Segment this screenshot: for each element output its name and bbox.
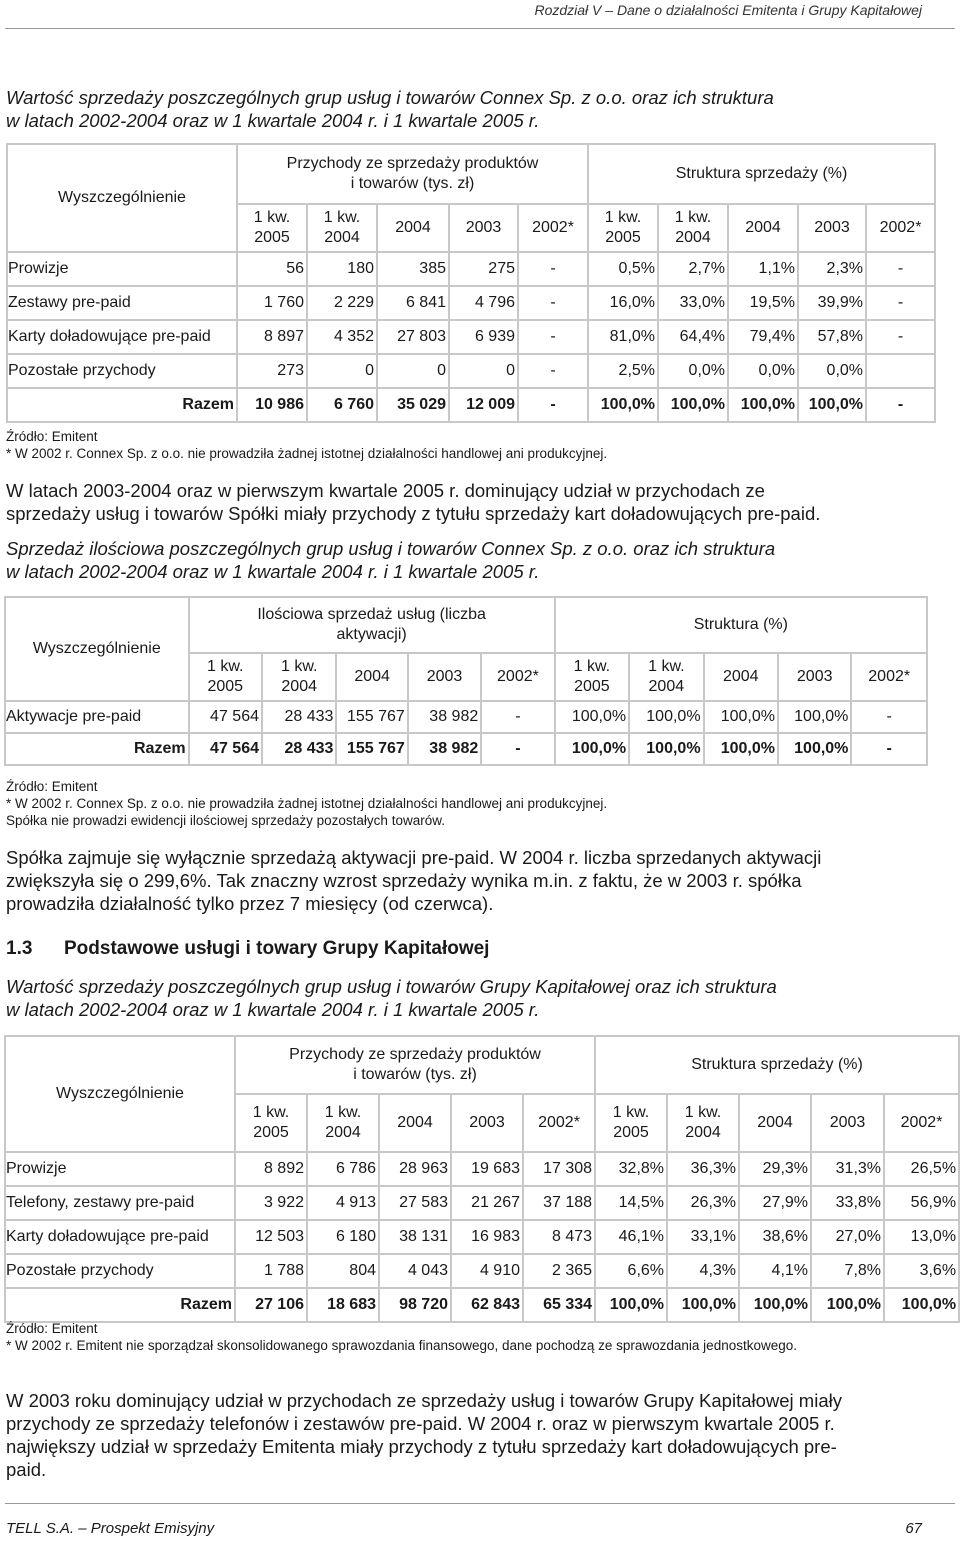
table2-notes bbox=[6, 778, 924, 829]
paragraph-2-line1: Spółka zajmuje się wyłącznie sprzedażą aktywacji pre-paid. W 2004 r. liczba sprzedanych aktywacji bbox=[6, 847, 822, 868]
row-label: Pozostałe przychody bbox=[5, 1254, 235, 1288]
table-cell: 29,3% bbox=[739, 1152, 811, 1186]
table-cell: 37 188 bbox=[523, 1186, 595, 1220]
table-cell: 8 897 bbox=[237, 320, 307, 354]
total-cell: 10 986 bbox=[237, 388, 307, 422]
total-cell: 100,0% bbox=[798, 388, 866, 422]
table-cell: 32,8% bbox=[595, 1152, 667, 1186]
total-cell: 100,0% bbox=[704, 733, 778, 765]
column-subheader bbox=[449, 204, 518, 252]
paragraph-1-line2: sprzedaży usług i towarów Spółki miały przychody z tytułu sprzedaży kart doładowujących pre-paid. bbox=[6, 503, 821, 524]
table-cell: 16 983 bbox=[451, 1220, 523, 1254]
header-rule bbox=[5, 28, 955, 29]
total-cell: 27 106 bbox=[235, 1288, 307, 1322]
column-group-header-line2: i towarów (tys. zł) bbox=[353, 1066, 477, 1083]
column-group-header-values bbox=[237, 144, 588, 204]
total-cell: 100,0% bbox=[629, 733, 703, 765]
table-cell: 19,5% bbox=[728, 286, 798, 320]
column-subheader-line: 2003 bbox=[469, 1114, 505, 1131]
table-cell: 0 bbox=[307, 354, 377, 388]
table-cell: 100,0% bbox=[778, 701, 851, 733]
table-cell: - bbox=[851, 701, 927, 733]
total-cell: 35 029 bbox=[377, 388, 449, 422]
table-cell: 8 892 bbox=[235, 1152, 307, 1186]
table-cell: 17 308 bbox=[523, 1152, 595, 1186]
table2-caption bbox=[6, 537, 924, 583]
total-cell: 62 843 bbox=[451, 1288, 523, 1322]
table-cell: 4 796 bbox=[449, 286, 518, 320]
table-cell: 2,5% bbox=[588, 354, 658, 388]
table-cell: 804 bbox=[307, 1254, 379, 1288]
table-cell: - bbox=[518, 320, 588, 354]
table-cell: 4 352 bbox=[307, 320, 377, 354]
paragraph-2-line2: zwiększyła się o 299,6%. Tak znaczny wzrost sprzedaży wynika m.in. z faktu, że w 2003 r. spółka bbox=[6, 870, 802, 891]
table-row bbox=[7, 354, 935, 388]
column-subheader-line: 2003 bbox=[426, 668, 463, 685]
table3-caption bbox=[6, 975, 924, 1021]
row-label: Karty doładowujące pre-paid bbox=[7, 320, 237, 354]
column-subheader-line: 2004 bbox=[281, 678, 317, 695]
total-label: Razem bbox=[5, 733, 189, 765]
column-group-header-structure: Struktura sprzedaży (%) bbox=[588, 144, 935, 204]
table-cell: 6 180 bbox=[307, 1220, 379, 1254]
table-cell: 3 922 bbox=[235, 1186, 307, 1220]
total-cell: - bbox=[481, 733, 554, 765]
paragraph-3-line3: największy udział w sprzedaży Emitenta miały przychody z tytułu sprzedaży kart doładowujących pre- bbox=[6, 1436, 837, 1457]
table-cell: 81,0% bbox=[588, 320, 658, 354]
section-heading bbox=[6, 938, 489, 960]
total-cell: 47 564 bbox=[189, 733, 262, 765]
column-subheader-line: 1 kw. bbox=[324, 1104, 362, 1121]
column-subheader bbox=[866, 204, 935, 252]
row-label: Zestawy pre-paid bbox=[7, 286, 237, 320]
total-row bbox=[5, 1288, 959, 1322]
paragraph-3-line1: W 2003 roku dominujący udział w przychodach ze sprzedaży usług i towarów Grupy Kapitałowej miały bbox=[6, 1390, 842, 1411]
column-subheader-line: 2005 bbox=[253, 1124, 289, 1141]
total-cell: 100,0% bbox=[778, 733, 851, 765]
table-cell: 0 bbox=[377, 354, 449, 388]
column-subheader-line: 1 kw. bbox=[323, 209, 361, 226]
total-cell: - bbox=[518, 388, 588, 422]
table2-caption-line1: Sprzedaż ilościowa poszczególnych grup usług i towarów Connex Sp. z o.o. oraz ich struktura bbox=[6, 538, 776, 559]
table-cell: 0,5% bbox=[588, 252, 658, 286]
table1-source: Źródło: Emitent bbox=[6, 429, 98, 444]
column-subheader bbox=[307, 204, 377, 252]
table2-source: Źródło: Emitent bbox=[6, 779, 98, 794]
column-subheader bbox=[629, 653, 703, 701]
table-cell: 100,0% bbox=[629, 701, 703, 733]
table3-caption-line1: Wartość sprzedaży poszczególnych grup usług i towarów Grupy Kapitałowej oraz ich struktura bbox=[6, 976, 777, 997]
column-group-header-line1: Przychody ze sprzedaży produktów bbox=[286, 155, 539, 172]
column-subheader-line: 2004 bbox=[395, 219, 431, 236]
column-subheader bbox=[555, 653, 629, 701]
table-cell: 19 683 bbox=[451, 1152, 523, 1186]
table-cell: 6 841 bbox=[377, 286, 449, 320]
column-subheader bbox=[518, 204, 588, 252]
total-row bbox=[5, 733, 927, 765]
table-cell: 2 365 bbox=[523, 1254, 595, 1288]
table3-caption-line2: w latach 2002-2004 oraz w 1 kwartale 2004 r. i 1 kwartale 2005 r. bbox=[6, 999, 540, 1020]
row-label: Karty doładowujące pre-paid bbox=[5, 1220, 235, 1254]
table-row bbox=[7, 252, 935, 286]
table1-notes bbox=[6, 428, 924, 462]
column-subheader-line: 2002* bbox=[532, 219, 574, 236]
total-cell: 65 334 bbox=[523, 1288, 595, 1322]
column-group-header-structure: Struktura (%) bbox=[555, 597, 927, 653]
column-subheader-line: 2004 bbox=[745, 219, 781, 236]
total-cell: 12 009 bbox=[449, 388, 518, 422]
total-row bbox=[7, 388, 935, 422]
table-cell: 4,3% bbox=[667, 1254, 739, 1288]
column-group-header-line1: Ilościowa sprzedaż usług (liczba bbox=[257, 606, 486, 623]
table-cell: 56,9% bbox=[884, 1186, 959, 1220]
paragraph-3 bbox=[6, 1389, 924, 1481]
column-subheader-line: 2004 bbox=[648, 678, 685, 695]
table-cell: 13,0% bbox=[884, 1220, 959, 1254]
column-subheader-line: 2004 bbox=[397, 1114, 433, 1131]
column-subheader bbox=[739, 1094, 811, 1152]
table-cell: 3,6% bbox=[884, 1254, 959, 1288]
table3-notes bbox=[6, 1320, 924, 1354]
total-cell: 100,0% bbox=[811, 1288, 884, 1322]
table-cell: 26,3% bbox=[667, 1186, 739, 1220]
column-subheader bbox=[811, 1094, 884, 1152]
table-cell: 39,9% bbox=[798, 286, 866, 320]
table-cell: 27,0% bbox=[811, 1220, 884, 1254]
total-cell: 28 433 bbox=[262, 733, 336, 765]
total-cell: 100,0% bbox=[739, 1288, 811, 1322]
column-subheader bbox=[884, 1094, 959, 1152]
column-subheader bbox=[379, 1094, 451, 1152]
section-title: Podstawowe usługi i towary Grupy Kapitałowej bbox=[64, 938, 490, 959]
column-subheader-line: 2005 bbox=[207, 678, 244, 695]
row-label: Aktywacje pre-paid bbox=[5, 701, 189, 733]
table1-caption-line2: w latach 2002-2004 oraz w 1 kwartale 2004 r. i 1 kwartale 2005 r. bbox=[6, 110, 540, 131]
column-subheader bbox=[262, 653, 336, 701]
column-subheader-line: 1 kw. bbox=[612, 1104, 650, 1121]
column-subheader bbox=[451, 1094, 523, 1152]
table-cell: 28 963 bbox=[379, 1152, 451, 1186]
column-subheader-line: 2005 bbox=[574, 678, 610, 695]
table-cell: 6 786 bbox=[307, 1152, 379, 1186]
column-subheader bbox=[237, 204, 307, 252]
table-row bbox=[5, 1186, 959, 1220]
total-cell: 100,0% bbox=[884, 1288, 959, 1322]
row-label: Prowizje bbox=[5, 1152, 235, 1186]
column-subheader-line: 2004 bbox=[722, 668, 759, 685]
column-subheader-line: 2004 bbox=[324, 229, 360, 246]
table-cell: 273 bbox=[237, 354, 307, 388]
column-subheader bbox=[377, 204, 449, 252]
column-subheader bbox=[523, 1094, 595, 1152]
table-row bbox=[5, 1254, 959, 1288]
column-subheader-line: 2004 bbox=[675, 229, 711, 246]
column-header-label: Wyszczególnienie bbox=[7, 144, 237, 252]
column-subheader-line: 2002* bbox=[900, 1114, 943, 1131]
total-cell: 18 683 bbox=[307, 1288, 379, 1322]
table-cell: 16,0% bbox=[588, 286, 658, 320]
column-subheader-line: 2002* bbox=[868, 668, 911, 685]
column-subheader-line: 1 kw. bbox=[604, 209, 642, 226]
table-cell: - bbox=[518, 252, 588, 286]
table-cell: 56 bbox=[237, 252, 307, 286]
column-subheader bbox=[658, 204, 728, 252]
total-cell: 155 767 bbox=[336, 733, 407, 765]
column-subheader-line: 2002* bbox=[879, 219, 922, 236]
total-cell: 98 720 bbox=[379, 1288, 451, 1322]
column-header-label: Wyszczególnienie bbox=[5, 597, 189, 701]
table-cell: 28 433 bbox=[262, 701, 336, 733]
table-cell: 12 503 bbox=[235, 1220, 307, 1254]
table-row bbox=[7, 286, 935, 320]
column-header-label: Wyszczególnienie bbox=[5, 1036, 235, 1152]
column-subheader-line: 2005 bbox=[605, 229, 641, 246]
footer-rule bbox=[5, 1503, 955, 1504]
column-subheader-line: 2003 bbox=[796, 668, 833, 685]
table-cell: 100,0% bbox=[555, 701, 629, 733]
table-cell: 4,1% bbox=[739, 1254, 811, 1288]
column-subheader-line: 1 kw. bbox=[253, 209, 291, 226]
page-number: 67 bbox=[905, 1520, 922, 1537]
table-cell: 26,5% bbox=[884, 1152, 959, 1186]
column-subheader-line: 1 kw. bbox=[207, 658, 244, 675]
column-subheader bbox=[704, 653, 778, 701]
total-label: Razem bbox=[7, 388, 237, 422]
column-group-header-line1: Przychody ze sprzedaży produktów bbox=[289, 1046, 541, 1063]
table-cell: 275 bbox=[449, 252, 518, 286]
table-cell: 33,0% bbox=[658, 286, 728, 320]
paragraph-1 bbox=[6, 479, 924, 525]
column-group-header-values bbox=[189, 597, 555, 653]
table-cell: 0,0% bbox=[798, 354, 866, 388]
table-cell: 8 473 bbox=[523, 1220, 595, 1254]
table3-source: Źródło: Emitent bbox=[6, 1321, 98, 1336]
total-label: Razem bbox=[5, 1288, 235, 1322]
paragraph-1-line1: W latach 2003-2004 oraz w pierwszym kwartale 2005 r. dominujący udział w przychodach ze bbox=[6, 480, 765, 501]
section-number: 1.3 bbox=[6, 938, 33, 959]
table-cell: 36,3% bbox=[667, 1152, 739, 1186]
total-cell: 100,0% bbox=[667, 1288, 739, 1322]
column-subheader bbox=[667, 1094, 739, 1152]
column-subheader-line: 2004 bbox=[325, 1124, 361, 1141]
column-group-header-line2: i towarów (tys. zł) bbox=[350, 175, 475, 192]
table-cell: 33,8% bbox=[811, 1186, 884, 1220]
revenue-table-connex bbox=[6, 143, 936, 423]
column-subheader bbox=[235, 1094, 307, 1152]
table-cell: 7,8% bbox=[811, 1254, 884, 1288]
total-cell: 100,0% bbox=[555, 733, 629, 765]
table-cell: 46,1% bbox=[595, 1220, 667, 1254]
column-subheader bbox=[336, 653, 407, 701]
running-header: Rozdział V – Dane o działalności Emitenta i Grupy Kapitałowej bbox=[534, 2, 922, 18]
column-group-header-values bbox=[235, 1036, 595, 1094]
total-cell: 100,0% bbox=[658, 388, 728, 422]
column-subheader bbox=[728, 204, 798, 252]
revenue-table-group bbox=[4, 1035, 960, 1323]
total-cell: 100,0% bbox=[595, 1288, 667, 1322]
table-cell: 38 131 bbox=[379, 1220, 451, 1254]
column-subheader bbox=[778, 653, 851, 701]
row-label: Telefony, zestawy pre-paid bbox=[5, 1186, 235, 1220]
table-cell: - bbox=[866, 252, 935, 286]
column-subheader-line: 2004 bbox=[685, 1124, 721, 1141]
row-label: Pozostałe przychody bbox=[7, 354, 237, 388]
table-cell: 0,0% bbox=[728, 354, 798, 388]
table-cell: - bbox=[518, 286, 588, 320]
column-subheader-line: 1 kw. bbox=[252, 1104, 290, 1121]
table-cell: 79,4% bbox=[728, 320, 798, 354]
table-cell: 33,1% bbox=[667, 1220, 739, 1254]
table1-footnote: * W 2002 r. Connex Sp. z o.o. nie prowadziła żadnej istotnej działalności handlowej ani produkcyjnej. bbox=[6, 446, 608, 461]
column-subheader-line: 1 kw. bbox=[674, 209, 712, 226]
table-row bbox=[7, 320, 935, 354]
table2-extra-note: Spółka nie prowadzi ewidencji ilościowej sprzedaży pozostałych towarów. bbox=[6, 813, 445, 828]
column-subheader-line: 2003 bbox=[814, 219, 850, 236]
table-cell: - bbox=[518, 354, 588, 388]
table-cell: 0,0% bbox=[658, 354, 728, 388]
table-cell: 6 939 bbox=[449, 320, 518, 354]
table1-caption-line1: Wartość sprzedaży poszczególnych grup usług i towarów Connex Sp. z o.o. oraz ich struktura bbox=[6, 87, 774, 108]
column-subheader bbox=[408, 653, 481, 701]
total-cell: 38 982 bbox=[408, 733, 481, 765]
quantity-table-connex bbox=[4, 596, 928, 766]
footer-title: TELL S.A. – Prospekt Emisyjny bbox=[6, 1520, 215, 1537]
row-label: Prowizje bbox=[7, 252, 237, 286]
table-cell: 1,1% bbox=[728, 252, 798, 286]
table-cell: 2,3% bbox=[798, 252, 866, 286]
column-subheader-line: 1 kw. bbox=[648, 658, 685, 675]
table3-footnote: * W 2002 r. Emitent nie sporządzał skonsolidowanego sprawozdania finansowego, dane pochodzą ze sprawozdania jednostkowego. bbox=[6, 1338, 797, 1353]
table-cell: 57,8% bbox=[798, 320, 866, 354]
column-subheader-line: 1 kw. bbox=[280, 658, 318, 675]
table-cell: 64,4% bbox=[658, 320, 728, 354]
table-cell: 31,3% bbox=[811, 1152, 884, 1186]
table-cell: 0 bbox=[449, 354, 518, 388]
column-subheader bbox=[851, 653, 927, 701]
column-subheader bbox=[307, 1094, 379, 1152]
table-row bbox=[5, 701, 927, 733]
table-cell: 100,0% bbox=[704, 701, 778, 733]
table-cell: 2,7% bbox=[658, 252, 728, 286]
table-cell: 47 564 bbox=[189, 701, 262, 733]
paragraph-3-line2: przychody ze sprzedaży telefonów i zestawów pre-paid. W 2004 r. oraz w pierwszym kwartale 2005 r. bbox=[6, 1413, 835, 1434]
table-cell: 2 229 bbox=[307, 286, 377, 320]
table-cell bbox=[866, 354, 935, 388]
column-subheader-line: 1 kw. bbox=[573, 658, 611, 675]
total-cell: 100,0% bbox=[728, 388, 798, 422]
table2-caption-line2: w latach 2002-2004 oraz w 1 kwartale 2004 r. i 1 kwartale 2005 r. bbox=[6, 561, 540, 582]
table-cell: 38 982 bbox=[408, 701, 481, 733]
column-group-header-structure: Struktura sprzedaży (%) bbox=[595, 1036, 959, 1094]
column-subheader-line: 2003 bbox=[465, 219, 502, 236]
table-cell: 6,6% bbox=[595, 1254, 667, 1288]
column-subheader bbox=[481, 653, 554, 701]
table-cell: - bbox=[481, 701, 554, 733]
column-subheader-line: 2005 bbox=[613, 1124, 649, 1141]
table-cell: - bbox=[866, 320, 935, 354]
column-subheader-line: 2004 bbox=[354, 668, 390, 685]
total-cell: 6 760 bbox=[307, 388, 377, 422]
table-row bbox=[5, 1152, 959, 1186]
total-cell: - bbox=[851, 733, 927, 765]
table-cell: 27,9% bbox=[739, 1186, 811, 1220]
paragraph-3-line4: paid. bbox=[6, 1459, 47, 1480]
table-cell: 4 913 bbox=[307, 1186, 379, 1220]
total-cell: 100,0% bbox=[588, 388, 658, 422]
total-cell: - bbox=[866, 388, 935, 422]
table-cell: 14,5% bbox=[595, 1186, 667, 1220]
table-cell: 38,6% bbox=[739, 1220, 811, 1254]
column-subheader-line: 2002* bbox=[538, 1114, 580, 1131]
paragraph-2 bbox=[6, 846, 924, 915]
column-group-header-line2: aktywacji) bbox=[336, 626, 407, 643]
table-cell: - bbox=[866, 286, 935, 320]
table-cell: 1 760 bbox=[237, 286, 307, 320]
column-subheader-line: 1 kw. bbox=[684, 1104, 722, 1121]
table-cell: 4 910 bbox=[451, 1254, 523, 1288]
table-cell: 4 043 bbox=[379, 1254, 451, 1288]
column-subheader bbox=[798, 204, 866, 252]
column-subheader bbox=[588, 204, 658, 252]
table-cell: 27 583 bbox=[379, 1186, 451, 1220]
table-cell: 1 788 bbox=[235, 1254, 307, 1288]
column-subheader bbox=[189, 653, 262, 701]
table-cell: 385 bbox=[377, 252, 449, 286]
table-row bbox=[5, 1220, 959, 1254]
column-subheader-line: 2002* bbox=[497, 668, 539, 685]
column-subheader-line: 2003 bbox=[829, 1114, 866, 1131]
table-cell: 180 bbox=[307, 252, 377, 286]
table2-footnote: * W 2002 r. Connex Sp. z o.o. nie prowadziła żadnej istotnej działalności handlowej ani produkcyjnej. bbox=[6, 796, 608, 811]
paragraph-2-line3: prowadziła działalność tylko przez 7 miesięcy (od czerwca). bbox=[6, 893, 494, 914]
table-cell: 21 267 bbox=[451, 1186, 523, 1220]
table1-caption bbox=[6, 86, 924, 132]
table-cell: 155 767 bbox=[336, 701, 407, 733]
column-subheader-line: 2005 bbox=[254, 229, 290, 246]
column-subheader-line: 2004 bbox=[757, 1114, 793, 1131]
table-cell: 27 803 bbox=[377, 320, 449, 354]
column-subheader bbox=[595, 1094, 667, 1152]
